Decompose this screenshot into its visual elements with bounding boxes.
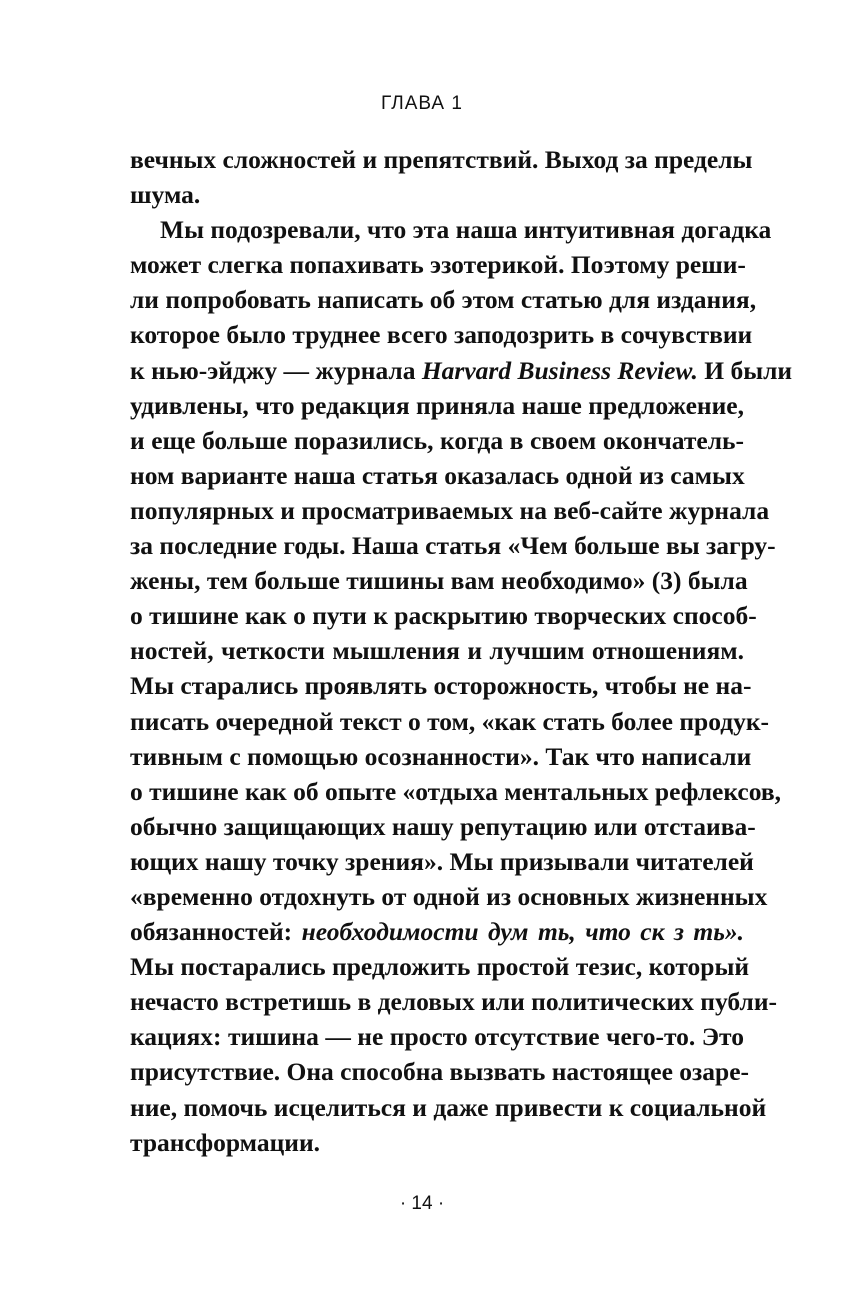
text-line: Мы постарались предложить простой тезис, который [130, 952, 750, 982]
text-line: о тишине как об опыте «отдыха ментальных рефлексов, [130, 776, 782, 806]
text-line: шума. [130, 180, 201, 210]
text-line: обычно защищающих нашу репутацию или отстаива- [130, 811, 756, 841]
text-line: писать очередной текст о том, «как стать более продук- [130, 706, 770, 736]
text-line: трансформации. [130, 1127, 321, 1157]
running-head: ГЛАВА 1 [381, 93, 463, 114]
text-line: которое было труднее всего заподозрить в сочувствии [130, 320, 753, 350]
text-line: о тишине как о пути к раскрытию творческих способ- [130, 601, 757, 631]
text-line: ние, помочь исцелиться и даже привести к социальной [130, 1092, 767, 1122]
text-line [130, 914, 744, 949]
text-line: может слегка попахивать эзотерикой. Поэтому реши- [130, 250, 746, 280]
text-line: ли попробовать написать об этом статью для издания, [130, 285, 757, 315]
text-run: обязанностей: [130, 917, 293, 947]
text-line: кациях: тишина — не просто отсутствие чего-то. Это [130, 1022, 744, 1052]
page-number: · 14 · [399, 1193, 445, 1214]
text-line: Мы старались проявлять осторожность, чтобы не на- [130, 671, 752, 701]
text-line [130, 353, 793, 388]
text-line: ностей, четкости мышления и лучшим отношениям. [130, 636, 744, 666]
text-line: ном варианте наша статья оказалась одной из самых [130, 460, 745, 490]
text-line: тивным с помощью осознанности». Так что написали [130, 741, 752, 771]
text-line: популярных и просматриваемых на веб-сайте журнала [130, 495, 770, 525]
journal-title: Harvard Business Review. [421, 355, 698, 385]
text-line: за последние годы. Наша статья «Чем больше вы загру- [130, 531, 776, 561]
text-line: «временно отдохнуть от одной из основных жизненных [130, 881, 768, 911]
text-line: ющих нашу точку зрения». Мы призывали читателей [130, 846, 754, 876]
quoted-phrase: необходимости дум ть, что ск з ть». [301, 917, 744, 947]
text-line: присутствие. Она способна вызвать настоящее озаре- [130, 1057, 750, 1087]
text-line: жены, тем больше тишины вам необходимо» (3) была [130, 566, 748, 596]
text-line: вечных сложностей и препятствий. Выход за пределы [130, 145, 753, 174]
body-text [130, 142, 793, 1160]
text-line: нечасто встретишь в деловых или политических публи- [130, 987, 778, 1017]
text-run: И были [704, 355, 793, 385]
text-line: Мы подозревали, что эта наша интуитивная догадка [160, 215, 772, 245]
text-line: удивлены, что редакция приняла наше предложение, [130, 390, 744, 420]
text-run: к нью-эйджу — журнала [130, 355, 416, 385]
text-line: и еще больше поразились, когда в своем окончатель- [130, 425, 744, 455]
